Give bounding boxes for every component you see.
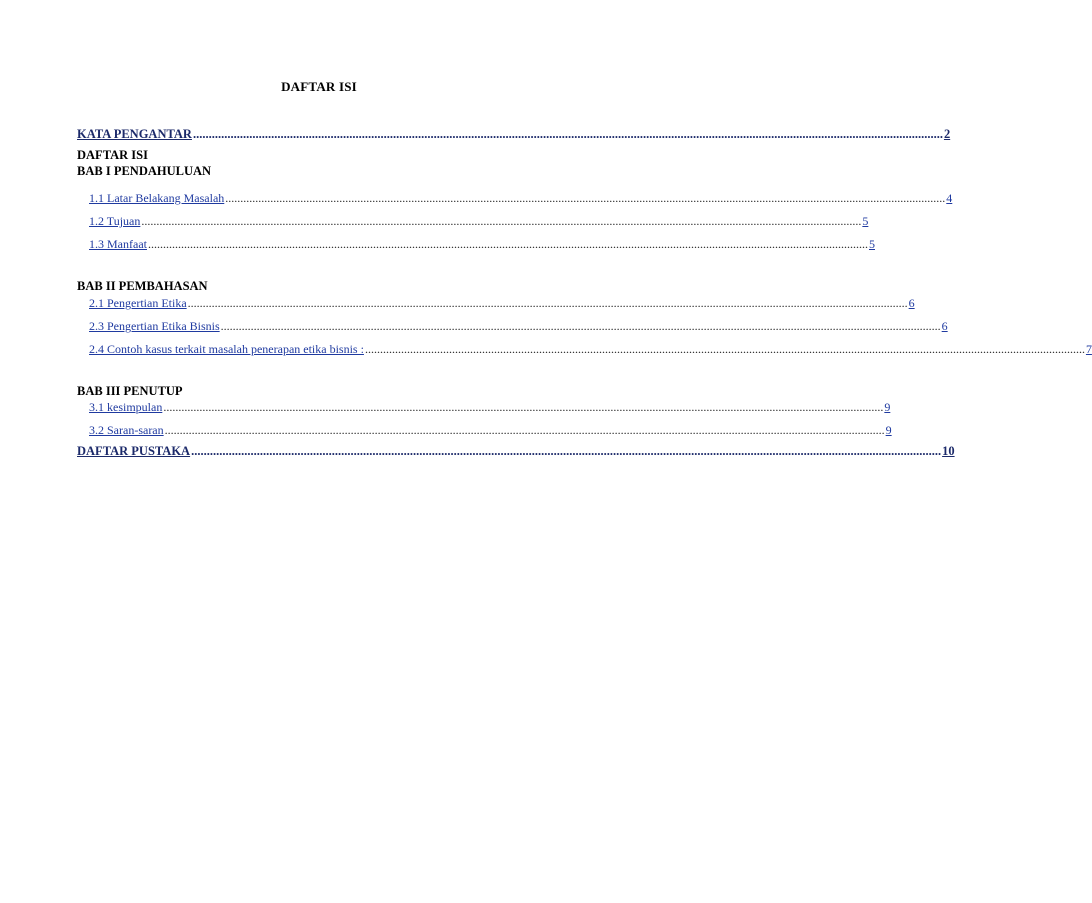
toc-entry-3-1[interactable] bbox=[89, 400, 891, 415]
toc-page-number: 6 bbox=[908, 296, 915, 310]
toc-page-number: 9 bbox=[885, 423, 892, 437]
toc-entry-1-3[interactable] bbox=[89, 237, 875, 252]
toc-leader-dots: ................................................................................................................................................................................................................................................ bbox=[364, 342, 1085, 356]
toc-entry-label: DAFTAR PUSTAKA bbox=[77, 444, 191, 458]
toc-leader-dots: ................................................................................................................................................................................................................................................ bbox=[187, 296, 908, 310]
toc-entry-2-4[interactable] bbox=[89, 342, 1092, 357]
toc-leader-dots: ................................................................................................................................................................................................................................................ bbox=[147, 237, 868, 251]
toc-entry-1-1[interactable] bbox=[89, 191, 953, 206]
toc-leader-dots: ................................................................................................................................................................................................................................................ bbox=[220, 319, 941, 333]
toc-entry-label: 1.3 Manfaat bbox=[89, 237, 147, 251]
toc-page-number: 5 bbox=[862, 214, 869, 228]
toc-entry-1-2[interactable] bbox=[89, 214, 869, 229]
toc-page-number: 2 bbox=[943, 127, 951, 141]
page-title: DAFTAR ISI bbox=[281, 79, 357, 94]
toc-entry-2-3[interactable] bbox=[89, 319, 948, 334]
toc-leader-dots: ................................................................................................................................................................................................................................................ bbox=[191, 444, 942, 458]
toc-page-number: 4 bbox=[946, 191, 953, 205]
toc-entry-label: 2.4 Contoh kasus terkait masalah penerapan etika bisnis : bbox=[89, 342, 364, 356]
toc-entry-daftar-pustaka[interactable] bbox=[77, 444, 955, 459]
toc-entry-label: KATA PENGANTAR bbox=[77, 127, 192, 141]
toc-entry-kata-pengantar[interactable] bbox=[77, 127, 951, 142]
toc-heading-bab1: BAB I PENDAHULUAN bbox=[77, 164, 212, 178]
toc-entry-3-2[interactable] bbox=[89, 423, 892, 438]
toc-leader-dots: ................................................................................................................................................................................................................................................ bbox=[192, 127, 943, 141]
toc-entry-label: 3.2 Saran-saran bbox=[89, 423, 164, 437]
toc-heading-daftar-isi: DAFTAR ISI bbox=[77, 148, 148, 162]
toc-entry-label: 2.1 Pengertian Etika bbox=[89, 296, 187, 310]
toc-entry-2-1[interactable] bbox=[89, 296, 915, 311]
toc-leader-dots: ................................................................................................................................................................................................................................................ bbox=[164, 423, 885, 437]
toc-leader-dots: ................................................................................................................................................................................................................................................ bbox=[163, 400, 884, 414]
toc-page-number: 5 bbox=[868, 237, 875, 251]
toc-entry-label: 1.1 Latar Belakang Masalah bbox=[89, 191, 225, 205]
toc-heading-bab2: BAB II PEMBAHASAN bbox=[77, 279, 208, 293]
toc-heading-bab3: BAB III PENUTUP bbox=[77, 384, 183, 398]
toc-leader-dots: ................................................................................................................................................................................................................................................ bbox=[225, 191, 946, 205]
toc-page-number: 7 bbox=[1085, 342, 1092, 356]
toc-leader-dots: ................................................................................................................................................................................................................................................ bbox=[141, 214, 862, 228]
toc-page-number: 9 bbox=[884, 400, 891, 414]
toc-entry-label: 3.1 kesimpulan bbox=[89, 400, 163, 414]
toc-entry-label: 1.2 Tujuan bbox=[89, 214, 141, 228]
toc-page-number: 6 bbox=[941, 319, 948, 333]
toc-entry-label: 2.3 Pengertian Etika Bisnis bbox=[89, 319, 220, 333]
toc-page-number: 10 bbox=[942, 444, 955, 458]
